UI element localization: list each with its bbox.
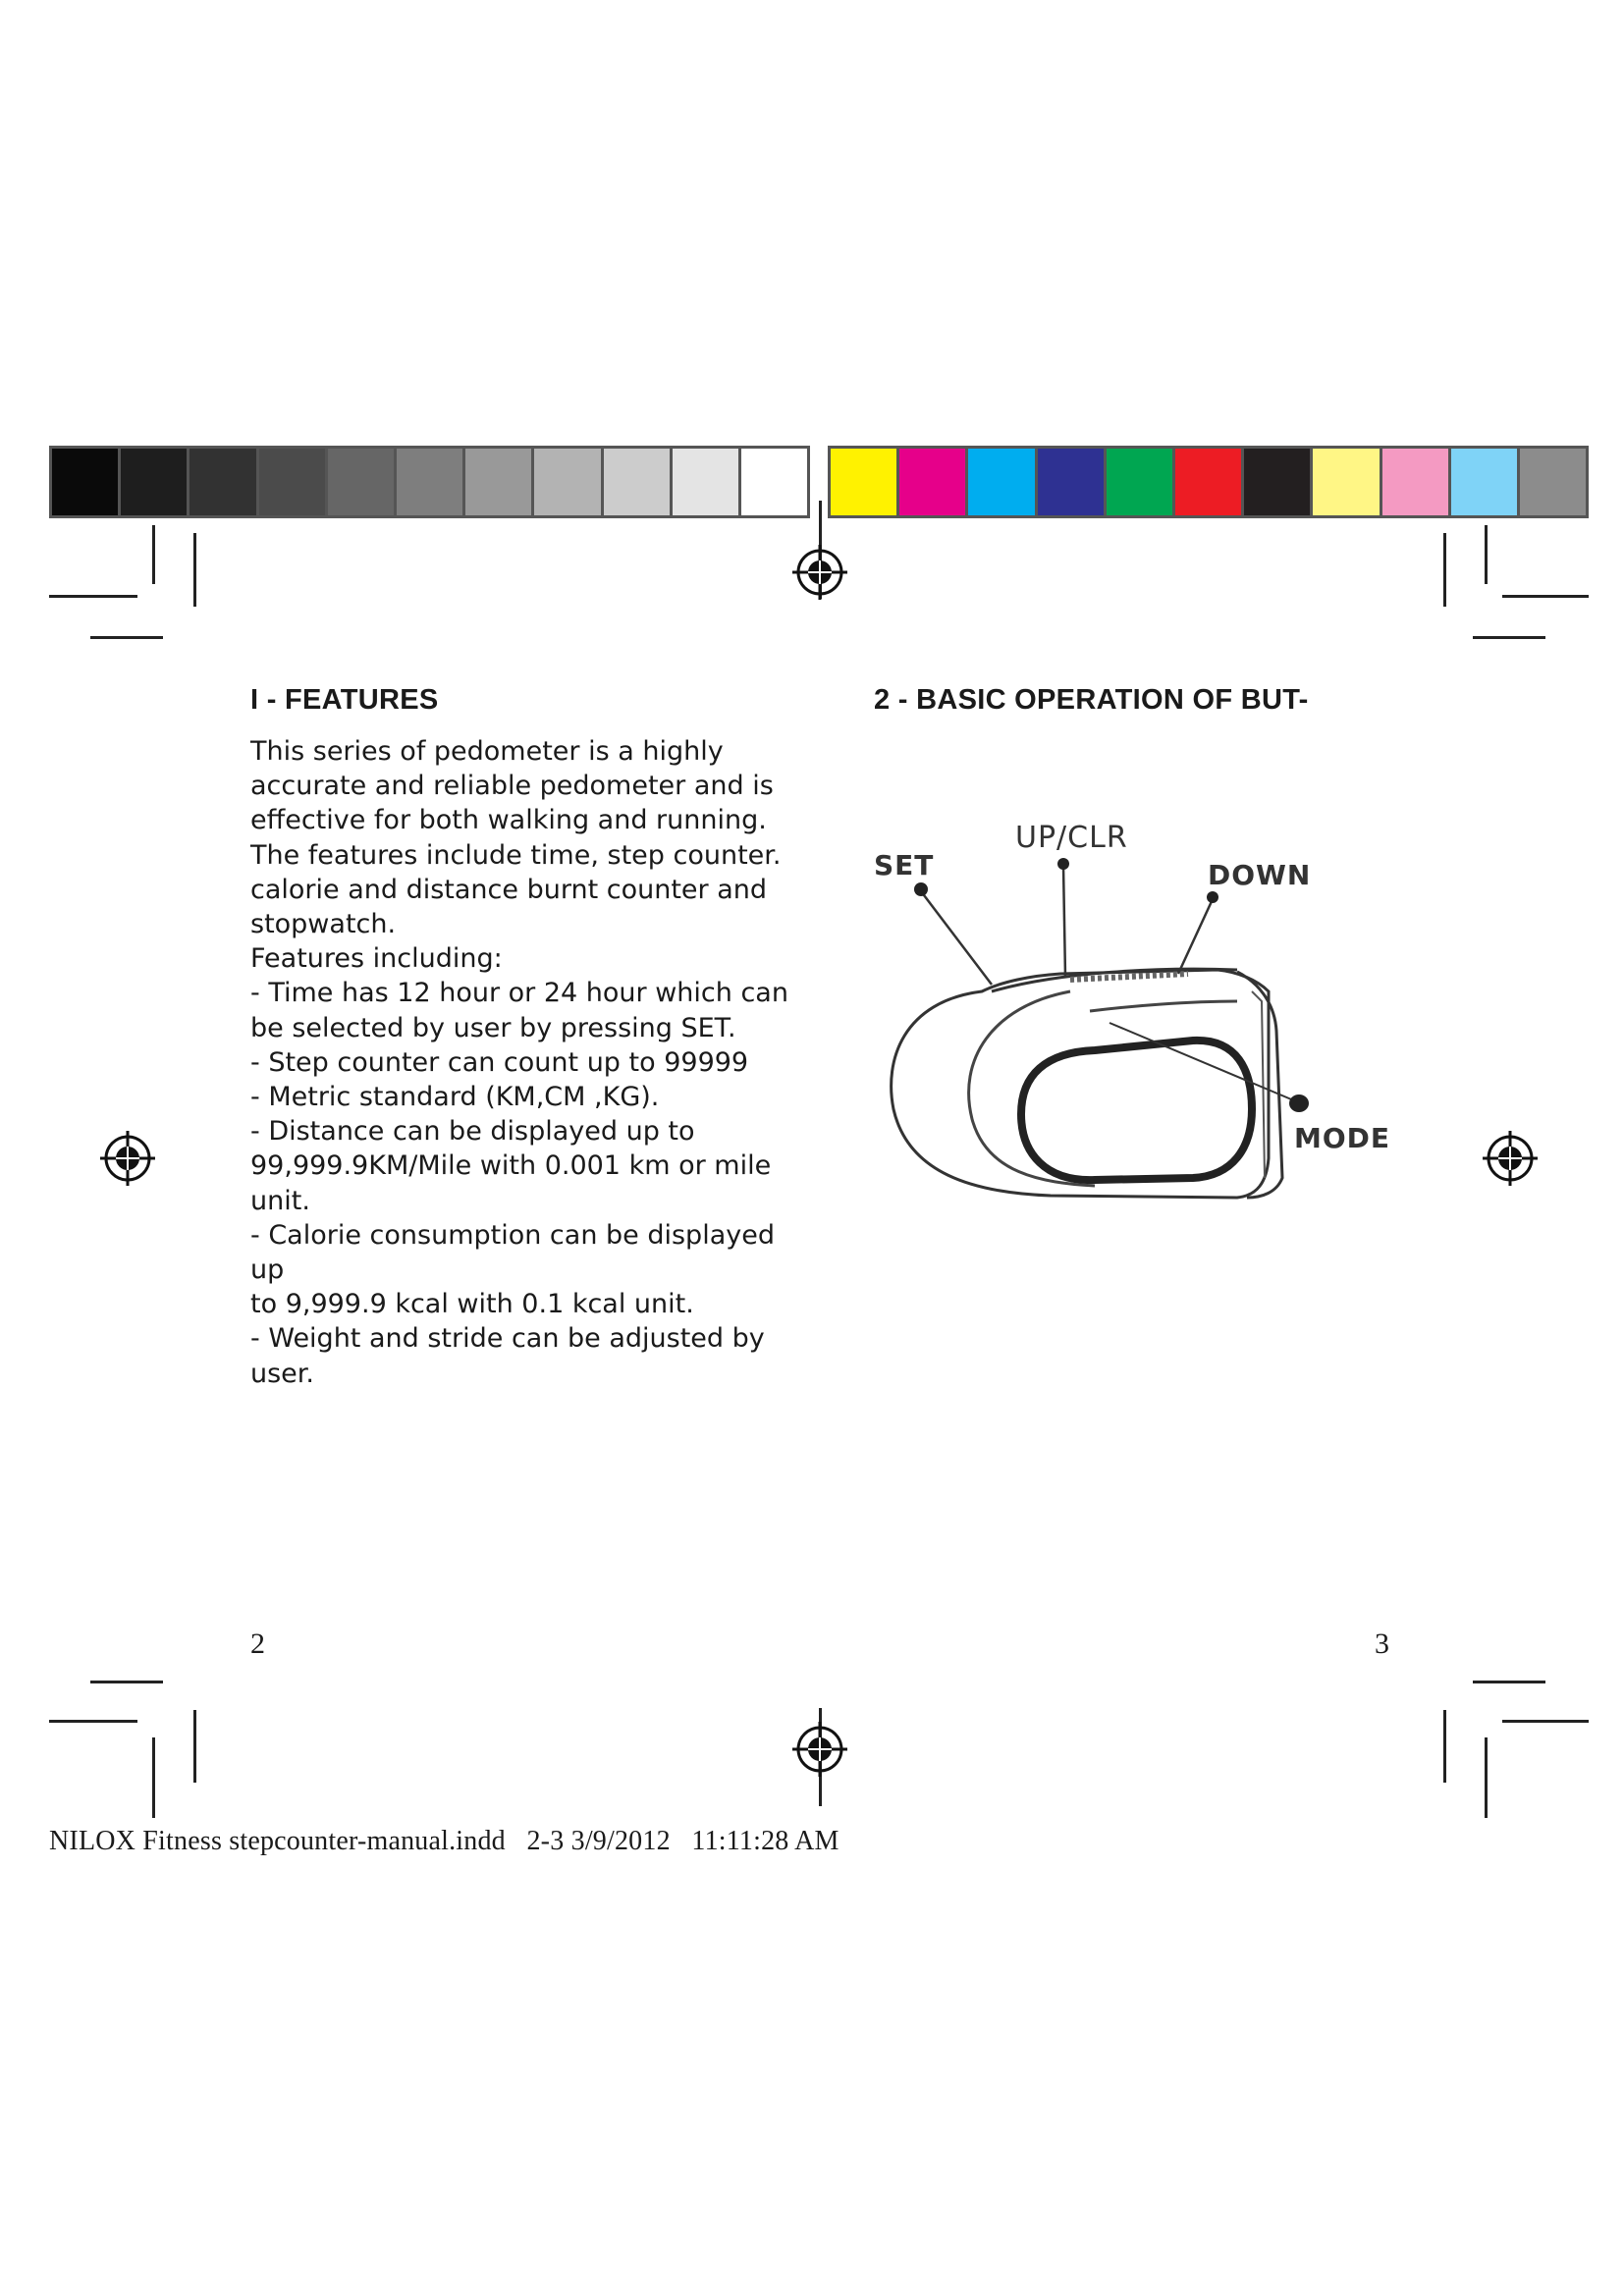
down-label: DOWN	[1208, 859, 1312, 891]
crop-mark	[152, 525, 155, 584]
crop-mark	[152, 1737, 155, 1818]
basic-operation-heading: 2 - BASIC OPERATION OF BUT-	[874, 684, 1309, 716]
color-swatch	[1313, 449, 1379, 515]
color-swatch	[604, 449, 670, 515]
features-body	[250, 734, 800, 1391]
features-line: user.	[250, 1358, 314, 1389]
features-line: to 9,999.9 kcal with 0.1 kcal unit.	[250, 1289, 694, 1320]
color-swatch	[1107, 449, 1172, 515]
up-clr-label: UP/CLR	[1015, 821, 1128, 855]
page-number-right: 3	[1375, 1628, 1389, 1660]
color-swatch	[1038, 449, 1104, 515]
features-line: stopwatch.	[250, 909, 397, 940]
color-swatch	[259, 449, 325, 515]
features-line: calorie and distance burnt counter and	[250, 874, 767, 905]
features-line: Features including:	[250, 943, 503, 975]
page-number-left: 2	[250, 1628, 265, 1660]
features-line: effective for both walking and running.	[250, 805, 767, 836]
features-line: - Metric standard (KM,CM ,KG).	[250, 1082, 660, 1113]
features-line: 99,999.9KM/Mile with 0.001 km or mile	[250, 1150, 772, 1182]
registration-mark-icon	[98, 1129, 157, 1188]
slug-file: NILOX Fitness stepcounter-manual.indd	[49, 1826, 506, 1856]
color-swatch	[741, 449, 807, 515]
color-swatch	[465, 449, 531, 515]
crop-mark	[1502, 1720, 1589, 1723]
display-window	[1021, 1041, 1252, 1180]
color-swatch	[673, 449, 738, 515]
slug-date: 3/9/2012	[570, 1826, 671, 1856]
crop-mark	[90, 1681, 163, 1683]
color-swatch	[534, 449, 600, 515]
crop-mark	[49, 1720, 137, 1723]
crop-mark	[1485, 1737, 1488, 1818]
grayscale-bar	[49, 446, 810, 518]
registration-mark-icon	[790, 543, 849, 602]
color-swatch	[189, 449, 255, 515]
color-swatch	[1451, 449, 1517, 515]
color-swatch	[328, 449, 394, 515]
color-swatch	[899, 449, 965, 515]
set-label: SET	[874, 849, 935, 881]
features-line: This series of pedometer is a highly	[250, 736, 724, 767]
crop-mark	[49, 595, 137, 598]
features-line: - Distance can be displayed up to	[250, 1116, 695, 1148]
color-swatch	[1520, 449, 1586, 515]
features-line: be selected by user by pressing SET.	[250, 1012, 736, 1043]
pedometer-diagram	[864, 805, 1414, 1217]
crop-mark	[1473, 636, 1545, 639]
color-swatch	[1244, 449, 1310, 515]
crop-mark	[1443, 1710, 1446, 1783]
features-line: accurate and reliable pedometer and is	[250, 771, 774, 802]
features-line: - Step counter can count up to 99999	[250, 1046, 749, 1078]
features-line: - Calorie consumption can be displayed up	[250, 1219, 775, 1286]
crop-mark	[90, 636, 163, 639]
crop-mark	[1443, 533, 1446, 607]
features-line: The features include time, step counter.	[250, 839, 782, 871]
registration-mark-icon	[790, 1720, 849, 1779]
slug-line	[49, 1826, 839, 1857]
crop-mark	[1502, 595, 1589, 598]
color-swatch	[1175, 449, 1241, 515]
crop-mark	[193, 1710, 196, 1783]
color-swatch	[1382, 449, 1448, 515]
crop-mark	[193, 533, 196, 607]
color-swatch	[52, 449, 118, 515]
color-swatch	[968, 449, 1034, 515]
registration-mark-icon	[1481, 1129, 1540, 1188]
color-swatch	[831, 449, 896, 515]
slug-pages: 2-3	[526, 1826, 565, 1856]
slug-time: 11:11:28 AM	[691, 1826, 839, 1856]
color-swatch	[397, 449, 462, 515]
features-line: - Weight and stride can be adjusted by	[250, 1323, 765, 1355]
features-line: - Time has 12 hour or 24 hour which can	[250, 978, 788, 1009]
color-swatch	[121, 449, 187, 515]
features-heading: I - FEATURES	[250, 684, 439, 716]
features-line: unit.	[250, 1185, 310, 1216]
color-bar	[828, 446, 1589, 518]
crop-mark	[1473, 1681, 1545, 1683]
crop-mark	[1485, 525, 1488, 584]
mode-label: MODE	[1294, 1122, 1391, 1154]
